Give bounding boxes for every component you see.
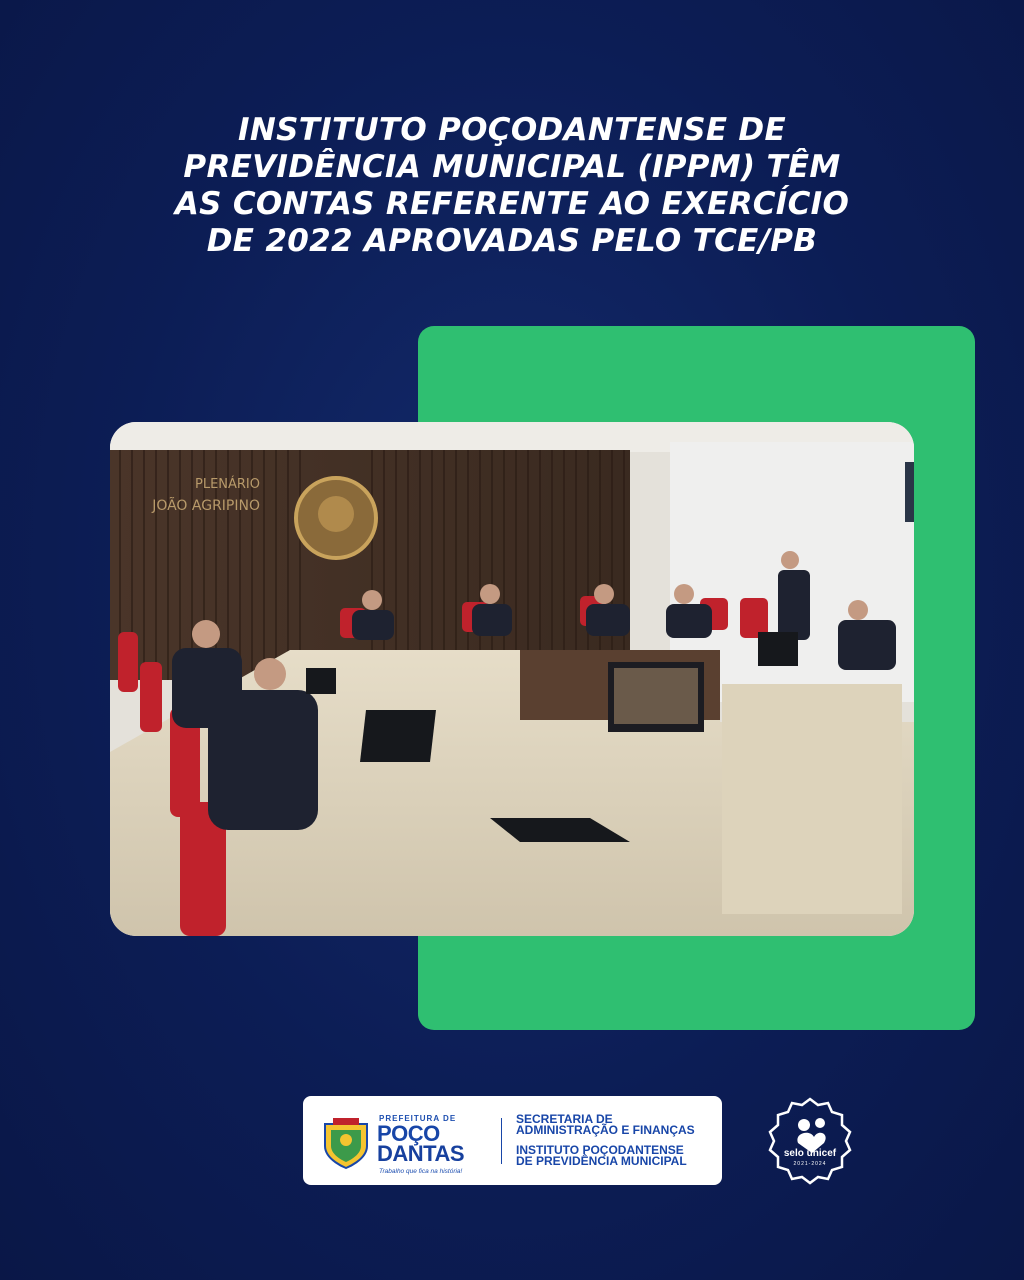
department-line-3: INSTITUTO POÇODANTENSE [516,1143,684,1157]
department-line-4: DE PREVIDÊNCIA MUNICIPAL [516,1154,687,1168]
headline-line-1: INSTITUTO POÇODANTENSE DE [238,112,786,148]
unicef-seal-icon [764,1095,856,1187]
logo-slogan: Trabalho que fica na história! [379,1168,463,1175]
logo-name-line-1: POÇO [377,1121,440,1146]
municipal-crest-icon [319,1116,373,1170]
logo-name-line-2: DANTAS [377,1141,465,1166]
logo-divider [501,1118,502,1164]
plenary-session-photo [110,422,914,936]
wall-sign-line-2: JOÃO AGRIPINO [152,498,260,514]
unicef-seal-years: 2021-2024 [793,1161,827,1167]
headline-line-2: PREVIDÊNCIA MUNICIPAL (IPPM) TÊM [183,149,841,185]
unicef-seal-label: selo unicef [783,1148,837,1159]
department-line-1: SECRETARIA DE [516,1112,613,1126]
department-line-2: ADMINISTRAÇÃO E FINANÇAS [516,1123,695,1137]
headline [100,112,924,260]
headline-line-4: DE 2022 APROVADAS PELO TCE/PB [206,223,818,259]
footer-logo-card [303,1096,722,1185]
wall-sign-line-1: PLENÁRIO [194,477,260,492]
logo-prefix: PREFEITURA DE [379,1114,457,1123]
headline-line-3: AS CONTAS REFERENTE AO EXERCÍCIO [174,186,850,222]
